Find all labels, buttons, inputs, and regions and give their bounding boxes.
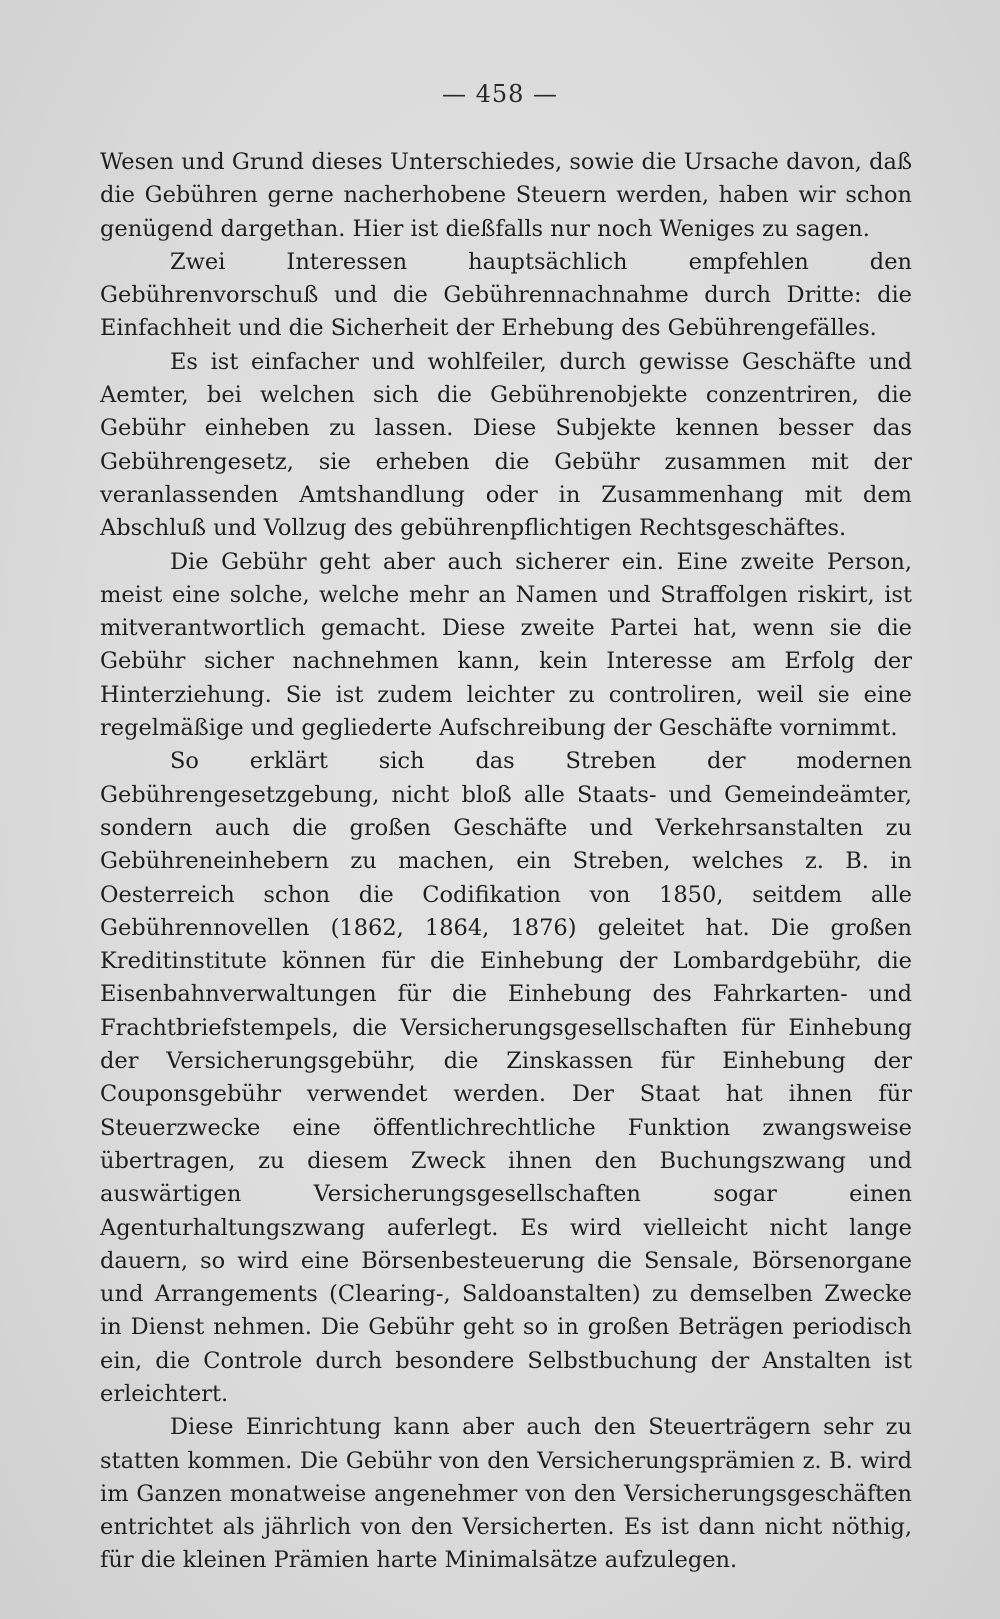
paragraph: Zwei Interessen hauptsächlich empfehlen den Gebührenvorschuß und die Gebührennachnahme durch Dritte: die Einfachheit und die Sicherheit der Erhebung des Gebührengefälles.: [100, 248, 912, 342]
paragraph: Wesen und Grund dieses Unterschiedes, sowie die Ursache davon, daß die Gebühren gerne nacherhobene Steuern werden, haben wir schon genügend dargethan. Hier ist dießfalls nur noch Weniges zu sagen.: [100, 149, 912, 242]
paragraph: Es ist einfacher und wohlfeiler, durch gewisse Geschäfte und Aemter, bei welchen sich die Gebührenobjekte conzentriren, die Gebühr einheben zu lassen. Diese Subjekte kennen besser das Gebührengesetz, sie erheben die Gebühr zusammen mit der veranlassenden Amtshandlung oder in Zusammenhang mit dem Abschluß und Vollzug des gebührenpflichtigen Rechtsgeschäftes.: [100, 348, 912, 542]
body-text: [100, 146, 912, 1578]
paragraph: So erklärt sich das Streben der modernen Gebührengesetzgebung, nicht bloß alle Staats- und Gemeindeämter, sondern auch die großen Geschäfte und Verkehrsanstalten zu Gebühreneinhebern zu machen, ein Streben, welches z. B. in Oesterreich schon die Codifikation von 1850, seitdem alle Gebührennovellen (1862, 1864, 1876) geleitet hat. Die großen Kreditinstitute können für die Einhebung der Lombardgebühr, die Eisenbahnverwaltungen für die Einhebung des Fahrkarten- und Frachtbriefstempels, die Versicherungsgesellschaften für Einhebung der Versicherungsgebühr, die Zinskassen für Einhebung der Couponsgebühr verwendet werden. Der Staat hat ihnen für Steuerzwecke eine öffentlichrechtliche Funktion zwangsweise übertragen, zu diesem Zweck ihnen den Buchungszwang und auswärtigen Versicherungsgesellschaften sogar einen Agenturhaltungszwang auferlegt. Es wird vielleicht nicht lange dauern, so wird eine Börsenbesteuerung die Sensale, Börsenorgane und Arrangements (Clearing-, Saldoanstalten) zu demselben Zwecke in Dienst nehmen. Die Gebühr geht so in großen Beträgen periodisch ein, die Controle durch besondere Selbstbuchung der Anstalten ist erleichtert.: [100, 748, 912, 1407]
paragraph: Die Gebühr geht aber auch sicherer ein. Eine zweite Person, meist eine solche, welche mehr an Namen und Straffolgen riskirt, ist mitverantwortlich gemacht. Diese zweite Partei hat, wenn sie die Gebühr sicher nachnehmen kann, kein Interesse am Erfolg der Hinterziehung. Sie ist zudem leichter zu controliren, weil sie eine regelmäßige und gegliederte Aufschreibung der Geschäfte vornimmt.: [100, 548, 912, 742]
paragraph: Diese Einrichtung kann aber auch den Steuerträgern sehr zu statten kommen. Die Gebühr von den Versicherungsprämien z. B. wird im Ganzen monatweise angenehmer von den Versicherungsgeschäften entrichtet als jährlich von den Versicherten. Es ist dann nicht nöthig, für die kleinen Prämien harte Minimalsätze aufzulegen.: [100, 1414, 912, 1574]
page-number: — 458 —: [441, 80, 559, 108]
